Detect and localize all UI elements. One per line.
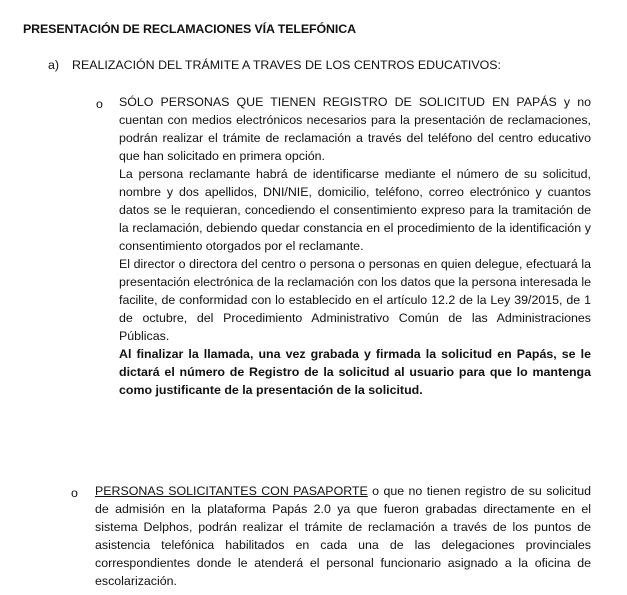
item2-underlined-text: PERSONAS SOLICITANTES CON PASAPORTE xyxy=(95,484,368,498)
section-a-title: REALIZACIÓN DEL TRÁMITE A TRAVES DE LOS CENTROS EDUCATIVOS: xyxy=(72,58,501,72)
item1-paragraph-1: SÓLO PERSONAS QUE TIENEN REGISTRO DE SOLICITUD EN PAPÁS y no cuentan con medios electrónicos necesarios para la presentación de reclamaciones, podrán realizar el trámite de reclamación a través del teléfono del centro educativo que han solicitado en primera opción. xyxy=(119,95,591,163)
bullet-icon-1: o xyxy=(96,97,103,111)
item1-paragraph-2: La persona reclamante habrá de identificarse mediante el número de su solicitud, nombre y dos apellidos, DNI/NIE, domicilio, teléfono, correo electrónico y cuantos datos se le requieran, concediendo el consentimiento expreso para la tramitación de la reclamación, debiendo quedar constancia en el procedimiento de la identificación y consentimiento otorgados por el reclamante. xyxy=(119,167,591,253)
bullet-icon-2: o xyxy=(71,486,78,500)
section-a xyxy=(48,56,608,74)
list-item-1 xyxy=(119,93,591,399)
document-heading: PRESENTACIÓN DE RECLAMACIONES VÍA TELEFÓNICA xyxy=(23,22,356,36)
section-a-marker: a) xyxy=(48,58,60,72)
item2-text: o que no tienen registro de su solicitud de admisión en la plataforma Papás 2.0 ya que fueron grabadas directamente en el sistema Delphos, podrán realizar el trámite de reclamación a través de los puntos de asistencia telefónica habilitados en cada una de las delegaciones provinciales correspondientes donde le atenderá el personal funcionario asignado a la oficina de escolarización. xyxy=(95,484,591,588)
list-item-2 xyxy=(95,482,591,590)
item1-paragraph-4: Al finalizar la llamada, una vez grabada y firmada la solicitud en Papás, se le dictará el número de Registro de la solicitud al usuario para que lo mantenga como justificante de la presentación de la solicitud. xyxy=(119,347,591,397)
item2-paragraph xyxy=(95,482,591,590)
item1-paragraph-3: El director o directora del centro o persona o personas en quien delegue, efectuará la presentación electrónica de la reclamación con los datos que la persona interesada le facilite, de conformidad con lo establecido en el artículo 12.2 de la Ley 39/2015, de 1 de octubre, del Procedimiento Administrativo Común de las Administraciones Públicas. xyxy=(119,257,591,343)
